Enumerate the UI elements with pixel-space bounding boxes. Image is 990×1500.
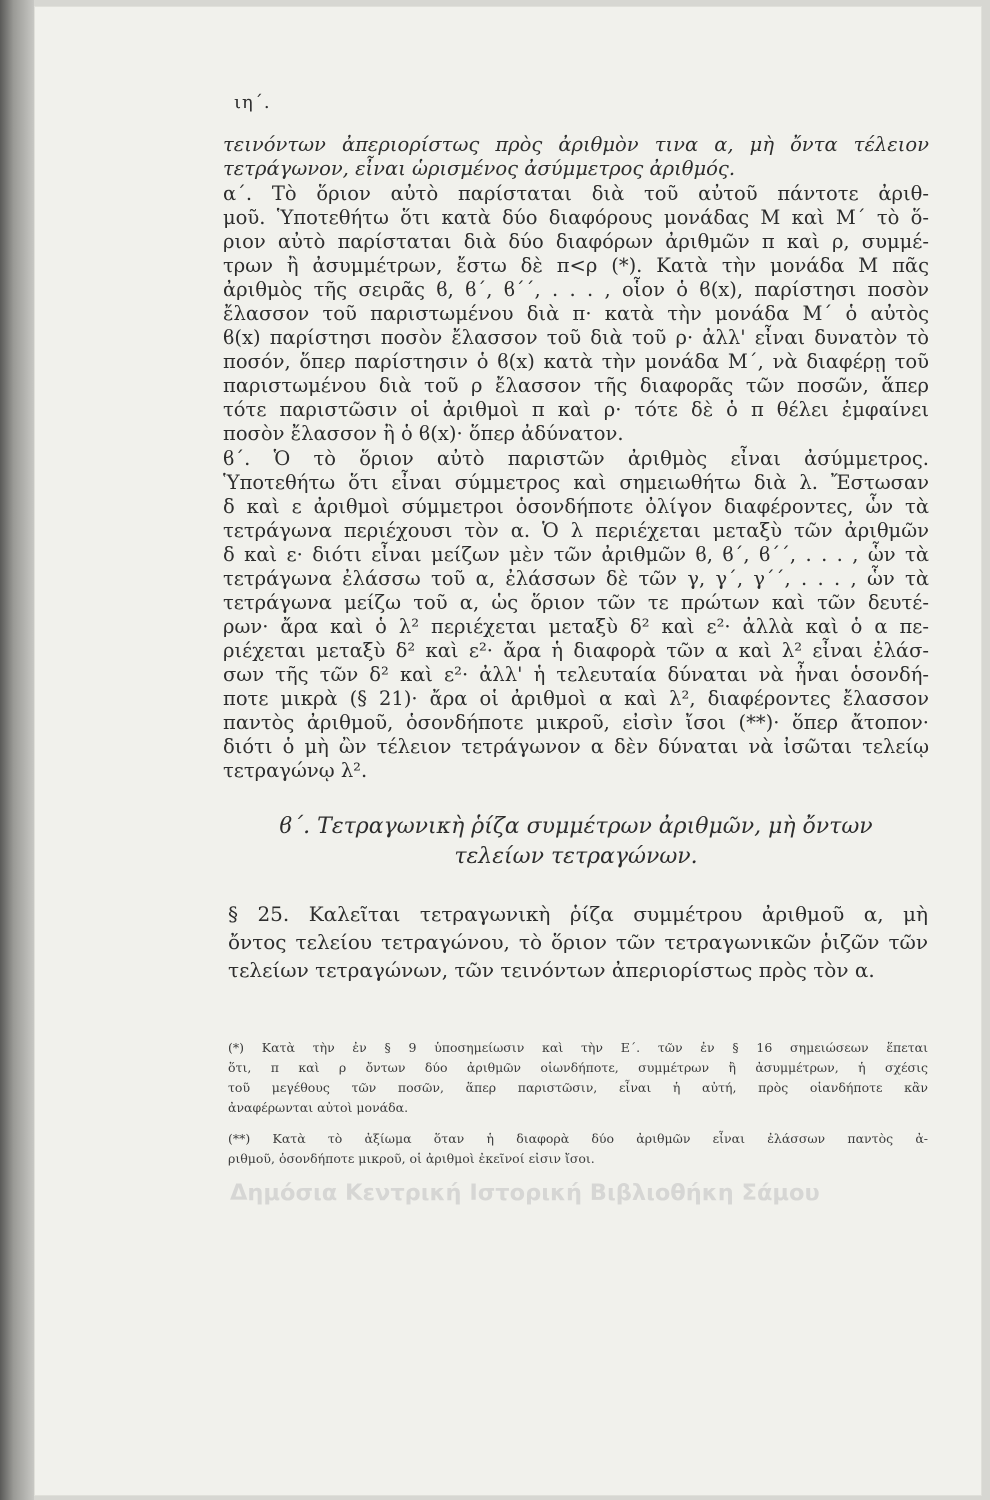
text-line: δ καὶ ε ἀριθμοὶ σύμμετροι ὁσονδήποτε ὀλίγον διαφέροντες, ὧν τὰ: [223, 495, 929, 518]
text-line: ρων· ἄρα καὶ ὁ λ² περιέχεται μεταξὺ δ² καὶ ε²· ἀλλὰ καὶ ὁ α πε-: [223, 615, 929, 638]
text-line: ἔλασσον τοῦ παριστωμένου διὰ π· κατὰ τὴν μονάδα Μ΄ ὁ αὐτὸς: [223, 302, 929, 325]
footnote-line: ἀναφέρωνται αὐτοὶ μονάδα.: [228, 1100, 409, 1115]
text-line: σων τῆς τῶν δ² καὶ ε²· ἀλλ' ἡ τελευταία δύναται νὰ ἦναι ὁσονδή-: [223, 663, 929, 686]
text-line: ἀριθμὸς τῆς σειρᾶς ϐ, ϐ΄, ϐ΄΄, . . . , οἷον ὁ ϐ(x), παρίστησι ποσὸν: [223, 278, 929, 301]
text-line: ὄντος τελείου τετραγώνου, τὸ ὅριον τῶν τετραγωνικῶν ῥιζῶν τῶν: [228, 930, 928, 954]
text-line: τετράγωνον, εἶναι ὡρισμένος ἀσύμμετρος ἀριθμός.: [223, 157, 736, 180]
text-line: τετραγώνῳ λ².: [223, 759, 368, 782]
footnote-line: ριθμοῦ, ὁσονδήποτε μικροῦ, οἱ ἀριθμοὶ ἐκεῖνοί εἰσιν ἴσοι.: [228, 1151, 595, 1166]
footnote-line: (**) Κατὰ τὸ ἀξίωμα ὅταν ἡ διαφορὰ δύο ἀριθμῶν εἶναι ἐλάσσων παντὸς ἀ-: [228, 1131, 928, 1146]
text-line: ποσὸν ἔλασσον ἢ ὁ ϐ(x)· ὅπερ ἀδύνατον.: [223, 422, 624, 445]
page-number: ιη΄.: [234, 92, 271, 113]
text-line: Ὑποτεθήτω ὅτι εἶναι σύμμετρος καὶ σημειωθήτω διὰ λ. Ἔστωσαν: [223, 471, 929, 494]
text-line: ποτε μικρὰ (§ 21)· ἄρα οἱ ἀριθμοὶ α καὶ λ², διαφέροντες ἔλασσον: [223, 687, 929, 710]
text-line: τότε παριστῶσιν οἱ ἀριθμοὶ π καὶ ρ· τότε δὲ ὁ π θέλει ἐμφαίνει: [223, 398, 929, 421]
text-line: ποσόν, ὅπερ παρίστησιν ὁ ϐ(x) κατὰ τὴν μονάδα Μ΄, νὰ διαφέρῃ τοῦ: [223, 350, 929, 373]
section-heading: ϐ΄. Τετραγωνικὴ ῥίζα συμμέτρων ἀριθμῶν, μὴ ὄντων: [279, 814, 873, 839]
footnote-line: ὅτι, π καὶ ρ ὄντων δύο ἀριθμῶν οἱωνδήποτε, συμμέτρων ἢ ἀσυμμέτρων, ἡ σχέσις: [228, 1060, 928, 1075]
footnote-line: τοῦ μεγέθους τῶν ποσῶν, ἅπερ παριστῶσιν, εἶναι ἡ αὐτή, πρὸς οἱανδήποτε κἂν: [228, 1080, 928, 1095]
text-line: ϐ(x) παρίστησι ποσὸν ἔλασσον τοῦ διὰ τοῦ ρ· ἀλλ' εἶναι δυνατὸν τὸ: [223, 326, 929, 349]
text-line: ριον αὐτὸ παρίσταται διὰ δύο διαφόρων ἀριθμῶν π καὶ ρ, συμμέ-: [223, 230, 929, 253]
text-line: τετράγωνα ἐλάσσω τοῦ α, ἐλάσσων δὲ τῶν γ, γ΄, γ΄΄, . . . , ὧν τὰ: [223, 567, 929, 590]
text-line: παντὸς ἀριθμοῦ, ὁσονδήποτε μικροῦ, εἰσὶν ἴσοι (**)· ὅπερ ἄτοπον·: [223, 711, 929, 734]
text-line: τεινόντων ἀπεριορίστως πρὸς ἀριθμὸν τινα α, μὴ ὄντα τέλειον: [223, 133, 929, 156]
text-line: ριέχεται μεταξὺ δ² καὶ ε²· ἄρα ἡ διαφορὰ τῶν α καὶ λ² εἶναι ἐλάσ-: [223, 639, 929, 662]
text-line: τρων ἢ ἀσυμμέτρων, ἔστω δὲ π<ρ (*). Κατὰ τὴν μονάδα Μ πᾶς: [223, 254, 929, 277]
text-line: τετράγωνα μείζω τοῦ α, ὡς ὅριον τῶν τε πρώτων καὶ τῶν δευτέ-: [223, 591, 929, 614]
footnote-line: (*) Κατὰ τὴν ἐν § 9 ὑποσημείωσιν καὶ τὴν Ε΄. τῶν ἐν § 16 σημειώσεων ἕπεται: [228, 1040, 928, 1055]
library-watermark: Δημόσια Κεντρική Ιστορική Βιβλιοθήκη Σάμου: [230, 1180, 820, 1206]
text-line: τετράγωνα περιέχουσι τὸν α. Ὁ λ περιέχεται μεταξὺ τῶν ἀριθμῶν: [223, 519, 929, 542]
text-line: παριστωμένου διὰ τοῦ ρ ἔλασσον τῆς διαφορᾶς τῶν ποσῶν, ἅπερ: [223, 374, 929, 397]
text-line: μοῦ. Ὑποτεθήτω ὅτι κατὰ δύο διαφόρους μονάδας Μ καὶ Μ΄ τὸ ὅ-: [223, 206, 929, 229]
text-line: δ καὶ ε· διότι εἶναι μείζων μὲν τῶν ἀριθμῶν ϐ, ϐ΄, ϐ΄΄, . . . , ὧν τὰ: [223, 543, 929, 566]
text-line: διότι ὁ μὴ ὢν τέλειον τετράγωνον α δὲν δύναται νὰ ἰσῶται τελείῳ: [223, 735, 929, 758]
section-heading: τελείων τετραγώνων.: [454, 844, 698, 869]
text-line: τελείων τετραγώνων, τῶν τεινόντων ἀπεριορίστως πρὸς τὸν α.: [228, 958, 875, 982]
text-line: α΄. Τὸ ὅριον αὐτὸ παρίσταται διὰ τοῦ αὐτοῦ πάντοτε ἀριθ-: [223, 182, 929, 205]
text-line: § 25. Καλεῖται τετραγωνικὴ ῥίζα συμμέτρου ἀριθμοῦ α, μὴ: [228, 902, 928, 926]
text-line: ϐ΄. Ὁ τὸ ὅριον αὐτὸ παριστῶν ἀριθμὸς εἶναι ἀσύμμετρος.: [223, 447, 929, 470]
